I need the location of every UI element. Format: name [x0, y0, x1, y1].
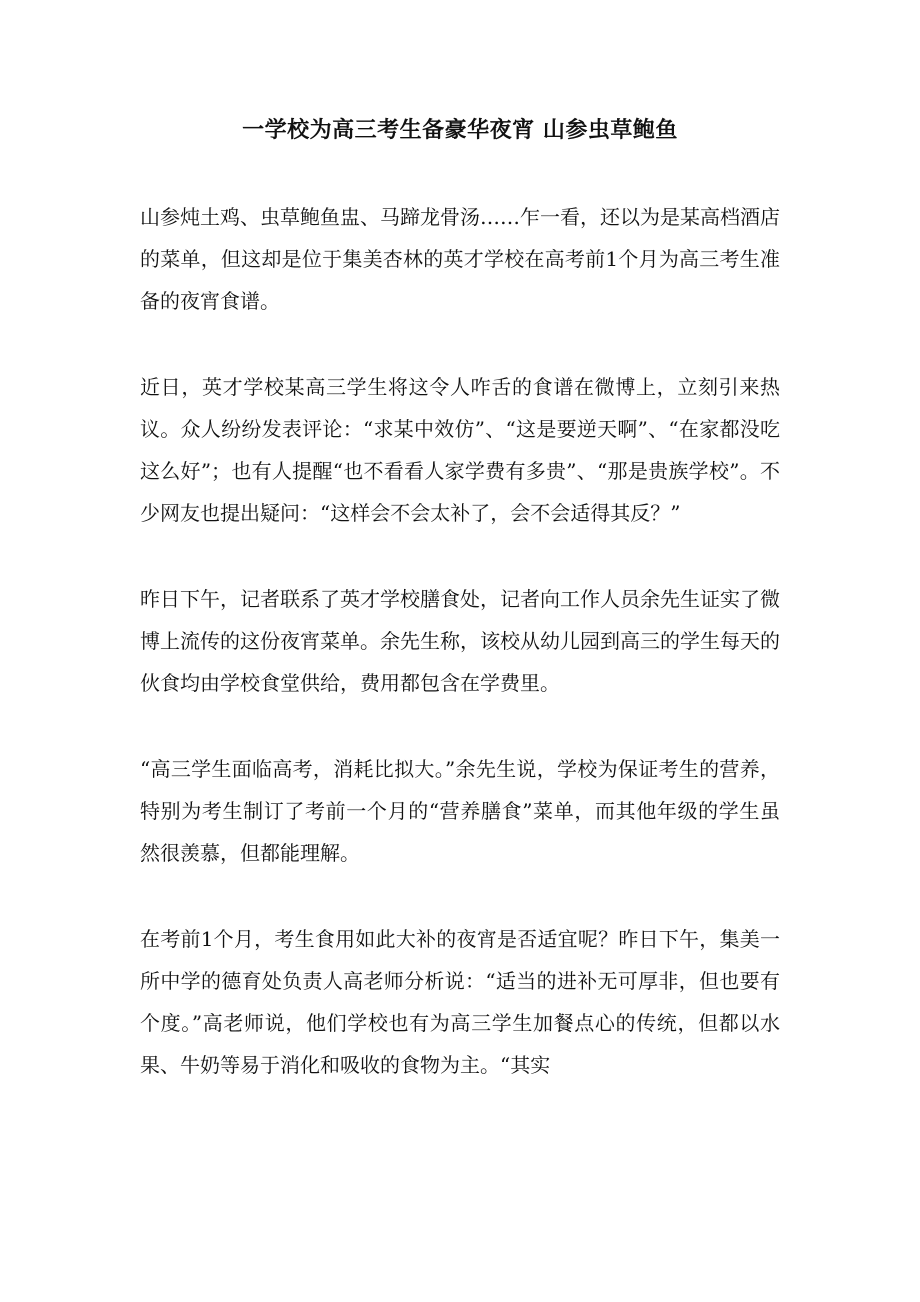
document-title: 一学校为高三考生备豪华夜宵 山参虫草鲍鱼 — [242, 117, 678, 143]
paragraph-2: 近日，英才学校某高三学生将这令人咋舌的食谱在微博上，立刻引来热议。众人纷纷发表评论：“求某中效仿”、“这是要逆天啊”、“在家都没吃这么好”；也有人提醒“也不看看人家学费有多贵”、“那是贵族学校”。不少网友也提出疑问：“这样会不会太补了，会不会适得其反？” — [140, 375, 780, 525]
paragraph-4: “高三学生面临高考，消耗比拟大。”余先生说，学校为保证考生的营养，特别为考生制订了考前一个月的“营养膳食”菜单，而其他年级的学生虽然很羡慕，但都能理解。 — [140, 757, 780, 865]
paragraph-5: 在考前1个月，考生食用如此大补的夜宵是否适宜呢？昨日下午，集美一所中学的德育处负责人高老师分析说：“适当的进补无可厚非，但也要有个度。”高老师说，他们学校也有为高三学生加餐点心的传统，但都以水果、牛奶等易于消化和吸收的食物为主。“其实 — [140, 927, 780, 1077]
paragraph-3: 昨日下午，记者联系了英才学校膳食处，记者向工作人员余先生证实了微博上流传的这份夜宵菜单。余先生称，该校从幼儿园到高三的学生每天的伙食均由学校食堂供给，费用都包含在学费里。 — [140, 587, 780, 695]
document-body — [140, 196, 780, 1130]
paragraph-1: 山参炖土鸡、虫草鲍鱼盅、马蹄龙骨汤……乍一看，还以为是某高档酒店的菜单，但这却是位于集美杏林的英才学校在高考前1个月为高三考生准备的夜宵食谱。 — [140, 205, 780, 313]
